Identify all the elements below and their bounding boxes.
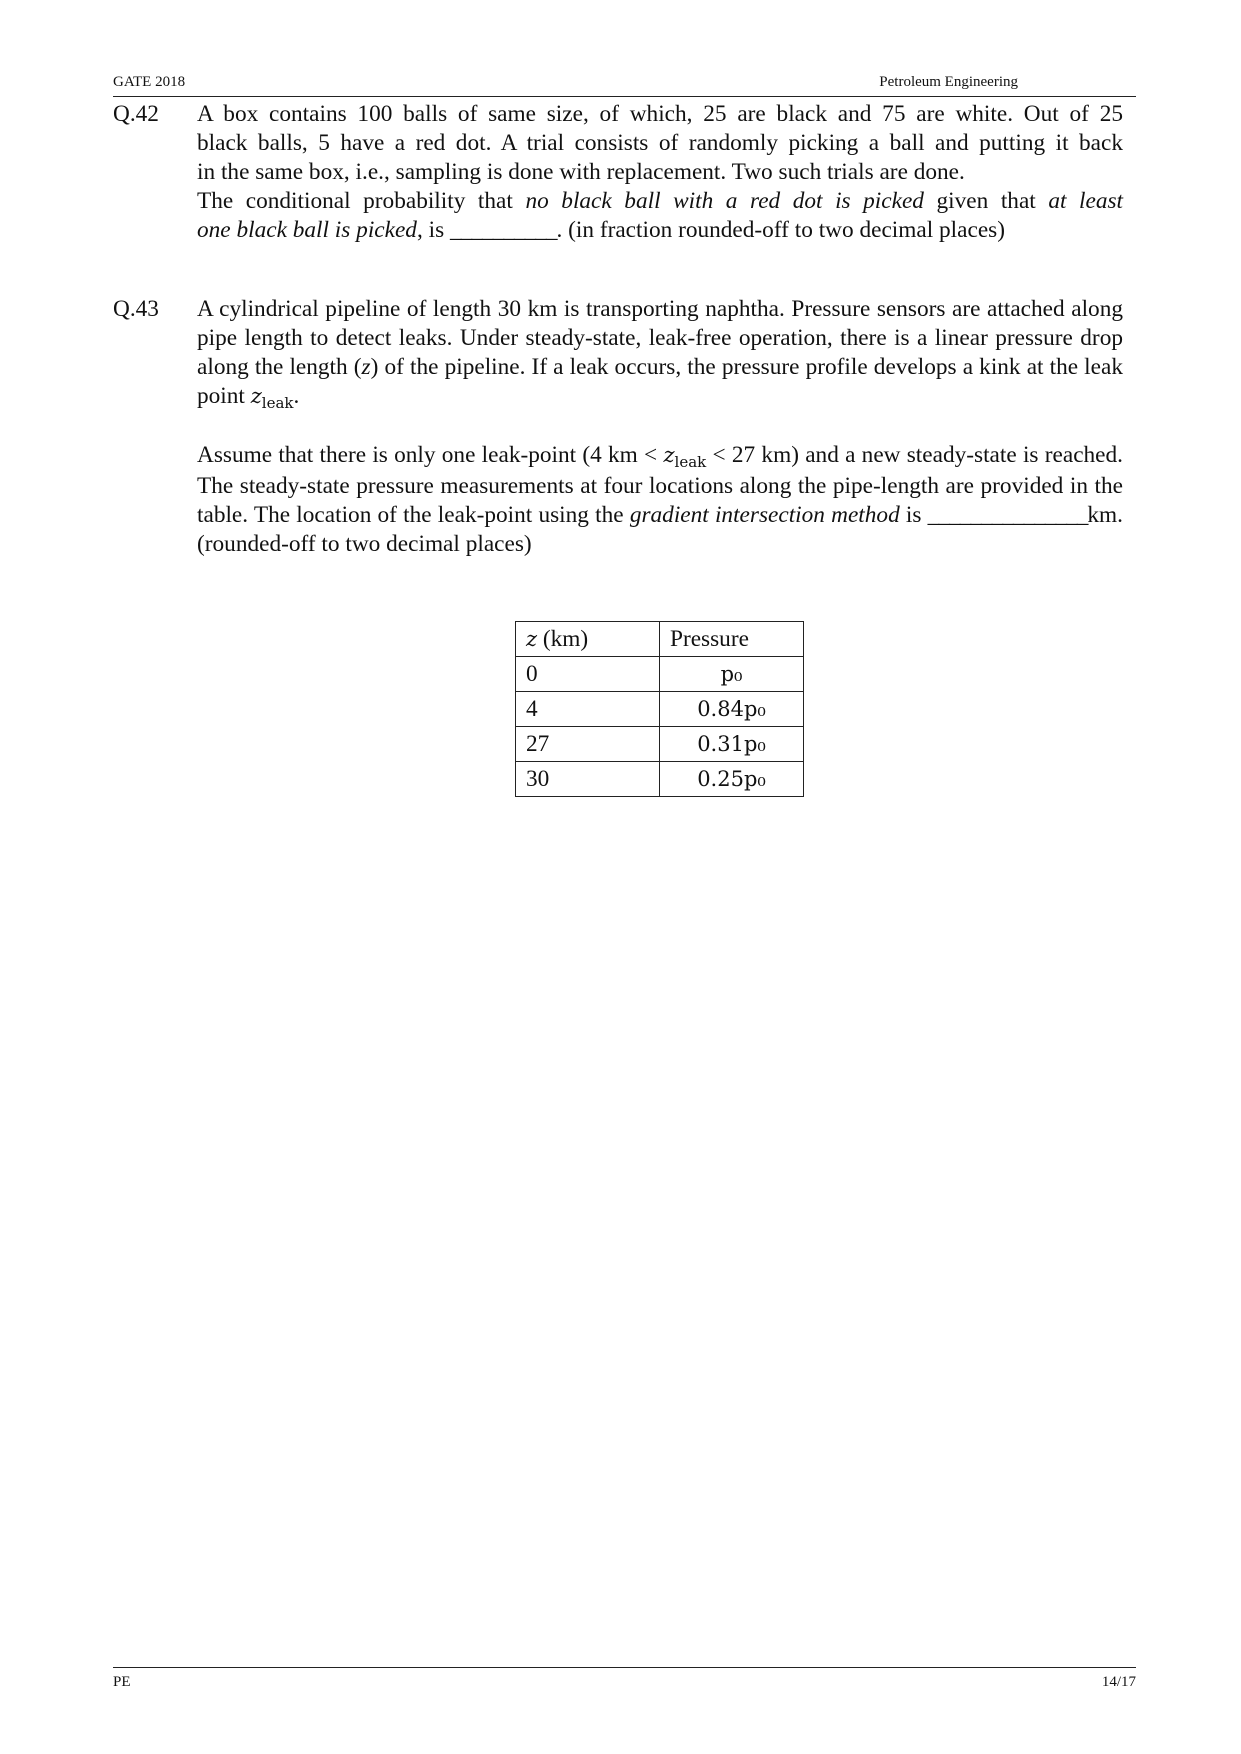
table-row xyxy=(516,657,804,692)
cell-z: 30 xyxy=(516,762,660,797)
paper-code: PE xyxy=(113,1674,131,1690)
q42-line-2: black balls, 5 have a red dot. A trial consists of randomly picking a ball and putting it back xyxy=(197,130,1123,156)
header-z: z (km) xyxy=(516,622,660,657)
answer-blank: __________ xyxy=(449,217,557,243)
table-header-row xyxy=(516,622,804,657)
question-number: Q.42 xyxy=(113,101,159,127)
paper-subject: Petroleum Engineering xyxy=(879,74,1018,90)
page-number: 14/17 xyxy=(1101,1674,1136,1690)
cell-pressure: 0.25p₀ xyxy=(660,762,804,797)
header-pressure: Pressure xyxy=(660,622,804,657)
cell-z: 4 xyxy=(516,692,660,727)
cell-pressure: 0.84p₀ xyxy=(660,692,804,727)
cell-pressure: 0.31p₀ xyxy=(660,727,804,762)
question-text xyxy=(197,100,1123,245)
pressure-table xyxy=(515,621,804,797)
q43-paragraph-1: A cylindrical pipeline of length 30 km is transporting naphtha. Pressure sensors are attached along pipe length to detect leaks. Under steady-state, leak-free operation, there is a linear pressure drop along the length (z) of the pipeline. If a leak occurs, the pressure profile develops a kink at the leak point $z_{leak}$. xyxy=(197,296,1123,412)
cell-z: 27 xyxy=(516,727,660,762)
page-header xyxy=(113,74,1136,97)
q42-line-5: one black ball is picked, is __________. (in fraction rounded-off to two decimal places) xyxy=(197,217,1005,243)
exam-title: GATE 2018 xyxy=(113,74,186,90)
cell-z: 0 xyxy=(516,657,660,692)
table-row xyxy=(516,762,804,797)
question-text xyxy=(197,295,1123,559)
table-row xyxy=(516,692,804,727)
q42-line-4: The conditional probability that no black ball with a red dot is picked given that at least xyxy=(197,188,1124,214)
cell-pressure: p₀ xyxy=(660,657,804,692)
question-number: Q.43 xyxy=(113,296,159,322)
table-row xyxy=(516,727,804,762)
answer-blank: _______________ xyxy=(927,502,1088,528)
q42-line-3: in the same box, i.e., sampling is done with replacement. Two such trials are done. xyxy=(197,159,965,185)
q43-paragraph-2: Assume that there is only one leak-point (4 km < $z_{leak} < 27$ km) and a new steady-state is reached. The steady-state pressure measurements at four locations along the pipe-length are provided in the table. The location of the leak-point using the gradient intersection method is _______________km. (rounded-off to two decimal places) xyxy=(197,442,1123,557)
page-footer xyxy=(113,1667,1136,1692)
q42-line-1: A box contains 100 balls of same size, of which, 25 are black and 75 are white. Out of 25 xyxy=(197,101,1123,127)
